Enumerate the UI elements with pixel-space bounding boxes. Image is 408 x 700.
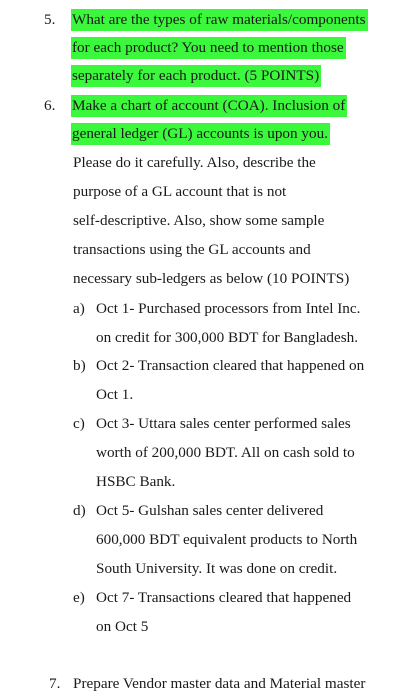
list-item-line: HSBC Bank.: [96, 473, 176, 490]
list-item-line: on Oct 5: [96, 618, 149, 635]
question-5-line: separately for each product. (5 POINTS): [71, 65, 321, 87]
question-6-line: self-descriptive. Also, show some sample: [73, 212, 325, 229]
list-item-marker: e): [73, 589, 85, 606]
question-7-line: Prepare Vendor master data and Material master: [73, 675, 366, 692]
list-item-line: worth of 200,000 BDT. All on cash sold to: [96, 444, 355, 461]
list-item-line: on credit for 300,000 BDT for Bangladesh.: [96, 329, 359, 346]
question-6-highlight-line: Make a chart of account (COA). Inclusion of: [71, 95, 347, 117]
question-5-line: What are the types of raw materials/components: [71, 9, 368, 31]
question-6-line: necessary sub-ledgers as below (10 POINTS): [73, 270, 350, 287]
list-item-marker: b): [73, 357, 86, 374]
list-item-line: 600,000 BDT equivalent products to North: [96, 531, 358, 548]
question-6-line: purpose of a GL account that is not: [73, 183, 287, 200]
list-item-marker: a): [73, 300, 85, 317]
list-item-line: South University. It was done on credit.: [96, 560, 338, 577]
question-6-line: Please do it carefully. Also, describe the: [73, 154, 316, 171]
question-5-number: 5.: [44, 11, 56, 28]
list-item-line: Oct 1.: [96, 386, 134, 403]
list-item-marker: c): [73, 415, 85, 432]
list-item-line: Oct 5- Gulshan sales center delivered: [96, 502, 324, 519]
question-6-highlight-line: general ledger (GL) accounts is upon you.: [71, 123, 330, 145]
question-6-line: transactions using the GL accounts and: [73, 241, 311, 258]
list-item-line: Oct 2- Transaction cleared that happened on: [96, 357, 365, 374]
question-6-number: 6.: [44, 97, 56, 114]
list-item-line: Oct 1- Purchased processors from Intel Inc.: [96, 300, 361, 317]
list-item-marker: d): [73, 502, 86, 519]
list-item-line: Oct 7- Transactions cleared that happened: [96, 589, 352, 606]
question-7-number: 7.: [49, 675, 61, 692]
list-item-line: Oct 3- Uttara sales center performed sales: [96, 415, 351, 432]
question-5-line: for each product? You need to mention those: [71, 37, 346, 59]
